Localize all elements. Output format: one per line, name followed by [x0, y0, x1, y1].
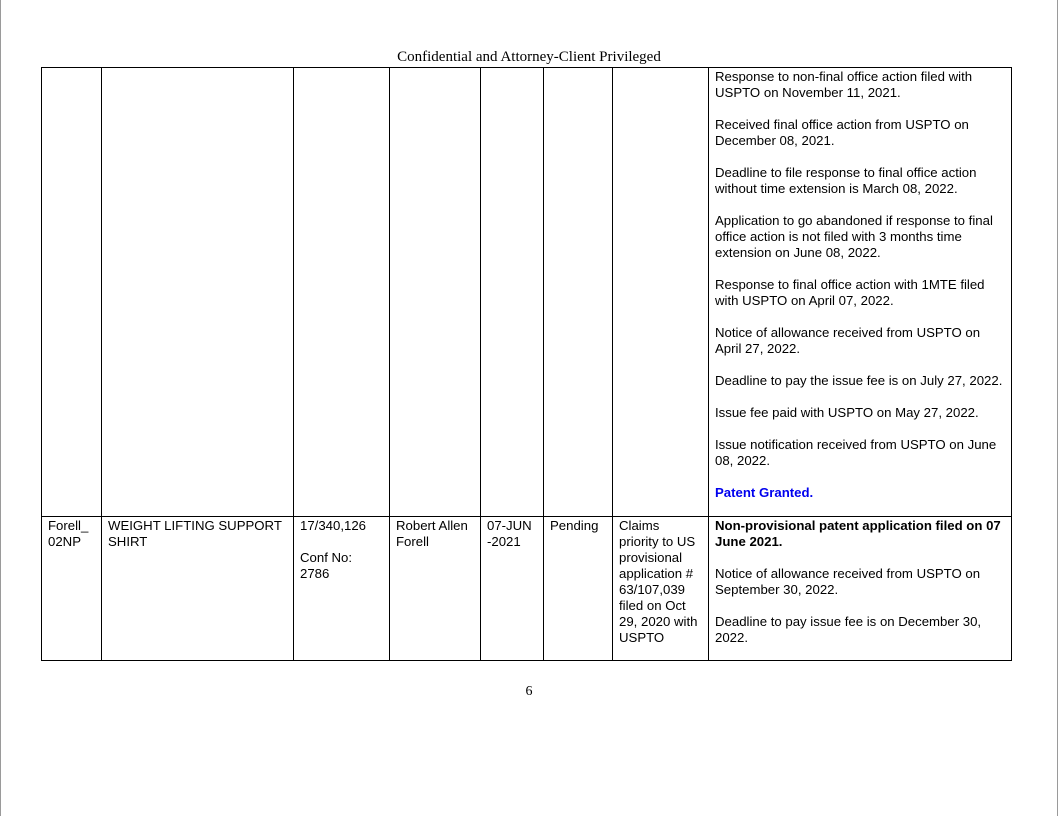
note-text: Issue notification received from USPTO on June 08, 2022.	[715, 437, 997, 468]
title-cell: WEIGHT LIFTING SUPPORT SHIRT	[102, 517, 294, 661]
filing-date-cell: 07-JUN -2021	[481, 517, 544, 661]
priority-cell	[613, 68, 709, 517]
spacer	[300, 534, 383, 550]
note-text: Notice of allowance received from USPTO on April 27, 2022.	[715, 325, 981, 356]
note-text: Non-provisional patent application filed on 07 June 2021.	[715, 518, 1001, 549]
conf-number: Conf No: 2786	[300, 550, 353, 581]
patent-table	[41, 67, 1012, 661]
docket-cell	[42, 68, 102, 517]
note-text: Deadline to pay issue fee is on December 30, 2022.	[715, 614, 982, 645]
status-cell	[544, 68, 613, 517]
app-number: 17/340,126	[300, 518, 367, 533]
docket-cell: Forell_ 02NP	[42, 517, 102, 661]
status-cell: Pending	[544, 517, 613, 661]
inventor-cell	[390, 68, 481, 517]
inventor-cell: Robert Allen Forell	[390, 517, 481, 661]
note-text: Response to non-final office action filed with USPTO on November 11, 2021.	[715, 69, 973, 100]
note-text: Deadline to file response to final office action without time extension is March 08, 2022.	[715, 165, 977, 196]
note-text: Issue fee paid with USPTO on May 27, 2022.	[715, 405, 979, 420]
page-header: Confidential and Attorney-Client Privileged	[397, 49, 661, 65]
table-row-continued	[42, 68, 1012, 517]
note-text: Deadline to pay the issue fee is on July 27, 2022.	[715, 373, 1003, 388]
app-number-cell	[294, 68, 390, 517]
note-text: Received final office action from USPTO on December 08, 2021.	[715, 117, 969, 148]
title-cell	[102, 68, 294, 517]
note-text: Notice of allowance received from USPTO on September 30, 2022.	[715, 566, 981, 597]
table-row	[42, 517, 1012, 661]
notes-cell	[709, 68, 1012, 517]
app-number-cell	[294, 517, 390, 661]
page-number: 6	[525, 684, 533, 699]
note-text: Application to go abandoned if response to final office action is not filed with 3 months time extension on June 08, 2022.	[715, 213, 993, 260]
notes-cell	[709, 517, 1012, 661]
note-text: Response to final office action with 1MTE filed with USPTO on April 07, 2022.	[715, 277, 985, 308]
priority-cell: Claims priority to US provisional application # 63/107,039 filed on Oct 29, 2020 with USPTO	[613, 517, 709, 661]
patent-granted-status: Patent Granted.	[715, 485, 814, 500]
filing-date-cell	[481, 68, 544, 517]
